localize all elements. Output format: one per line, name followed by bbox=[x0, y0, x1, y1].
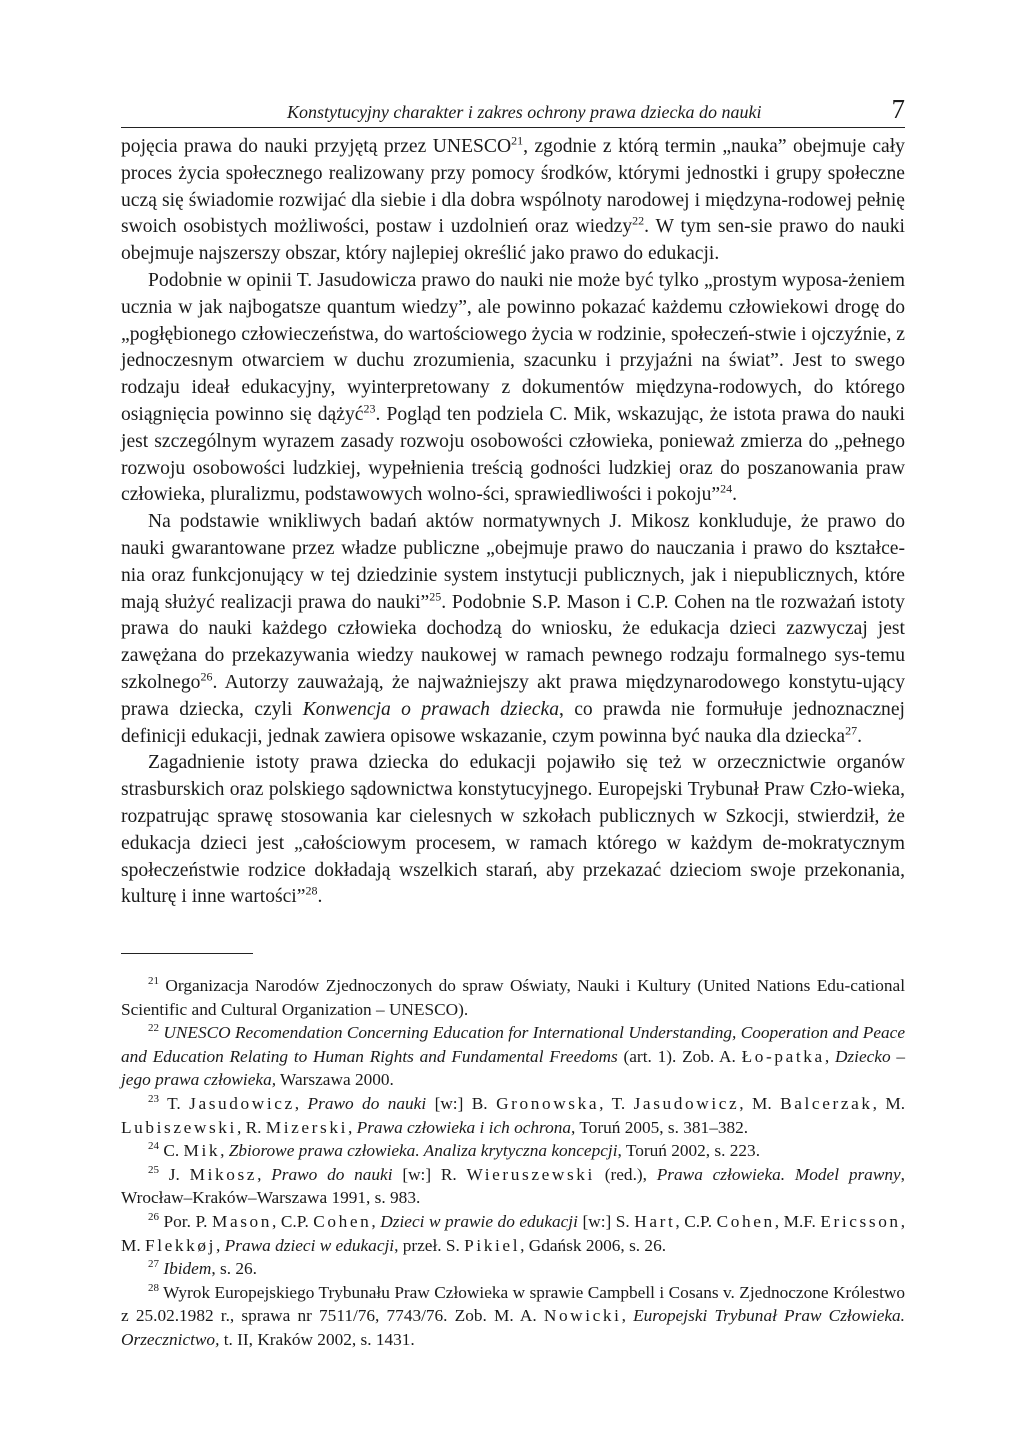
page bbox=[121, 92, 905, 1352]
footnote-27: $^{27}$ Ibidem, s. 26. bbox=[148, 1258, 257, 1279]
footnote-22: $^{22}$ UNESCO Recomendation Concerning Education for International Understanding, Cooperation and Peace and Education Relating to Human Rights and Fundamental Freedoms (art. 1). Zob. A. Ło-patka, Dziecko – jego prawa człowieka, Warszawa 2000. bbox=[121, 1022, 906, 1090]
body-text bbox=[121, 134, 905, 911]
footnotes bbox=[121, 974, 905, 1352]
footnote-24: $^{24}$ C. Mik, Zbiorowe prawa człowieka. Analiza krytyczna koncepcji, Toruń 2002, s. 223. bbox=[148, 1140, 761, 1161]
footnote-21: $^{21}$ Organizacja Narodów Zjednoczonych do spraw Oświaty, Nauki i Kultury (United Nations Edu-cational Scientific and Cultural Organization – UNESCO). bbox=[121, 975, 905, 1019]
running-title: Konstytucyjny charakter i zakres ochrony prawa dziecka do nauki bbox=[286, 102, 762, 122]
footnote-26: $^{26}$ Por. P. Mason, C.P. Cohen, Dzieci w prawie do edukacji [w:] S. Hart, C.P. Cohen, M.F. Ericsson, M. Flekkøj, Prawa dzieci w edukacji, przeł. S. Pikiel, Gdańsk 2006, s. 26. bbox=[121, 1211, 906, 1255]
paragraph: Podobnie w opinii T. Jasudowicza prawo do nauki nie może być tylko „prostym wyposa-żeniem ucznia w jak najbogatsze quantum wiedzy”, ale powinno pokazać każdemu człowiekowi drogę do „pogłębionego człowieczeństwa, do wartościowego życia w rodzinie, społeczeń-stwie i ojczyźnie, z jednoczesnym otwarciem w duchu zrozumienia, szacunku i przyjaźni na świat”. Jest to swego rodzaju ideał edukacyjny, wyinterpretowany z dokumentów międzyna-rodowych, do którego osiągnięcia powinno się dążyć$^{23}$. Pogląd ten podziela C. Mik, wskazując, że istota prawa do nauki jest szczególnym wyrazem zasady rozwoju osobowości człowieka, ponieważ zmierza do „pełnego rozwoju osobowości ludzkiej, wypełnienia treścią godności ludzkiej oraz do poszanowania praw człowieka, pluralizmu, podstawowych wolno-ści, sprawiedliwości i pokoju”$^{24}$. bbox=[121, 269, 905, 506]
paragraph: Zagadnienie istoty prawa dziecka do edukacji pojawiło się też w orzecznictwie organów strasburskich oraz polskiego sądownictwa konstytucyjnego. Europejski Trybunał Praw Czło-wieka, rozpatrując sprawę stosowania kar cielesnych w szkołach publicznych w Szkocji, stwierdził, że edukacja dzieci jest „całościowym procesem, w ramach którego w każdym de-mokratycznym społeczeństwie rodzice dokładają wszelkich starań, aby przekazać dzieciom swoje przekonania, kulturę i inne wartości”$^{28}$. bbox=[121, 752, 905, 908]
footnote-separator bbox=[121, 953, 253, 954]
paragraph: pojęcia prawa do nauki przyjętą przez UNESCO$^{21}$, zgodnie z którą termin „nauka” obejmuje cały proces życia społecznego realizowany przy pomocy środków, którymi jednostki i grupy społeczne uczą się świadomie rozwijać dla siebie i dla dobra wspólnoty narodowej i międzyna-rodowej pełnię swoich osobistych możliwości, postaw i uzdolnień oraz wiedzy$^{22}$. W tym sen-sie prawo do nauki obejmuje najszerszy obszar, który najlepiej określić jako prawo do edukacji. bbox=[121, 133, 905, 265]
footnote-25: $^{25}$ J. Mikosz, Prawo do nauki [w:] R. Wieruszewski (red.), Prawa człowieka. Model prawny, Wrocław–Kraków–Warszawa 1991, s. 983. bbox=[121, 1164, 905, 1208]
paragraph: Na podstawie wnikliwych badań aktów normatywnych J. Mikosz konkluduje, że prawo do nauki gwarantowane przez władze publiczne „obejmuje prawo do nauczania i prawo do kształce-nia oraz funkcjonujący w tej dziedzinie system instytucji publicznych, jak i niepublicznych, które mają służyć realizacji prawa do nauki”$^{25}$. Podobnie S.P. Mason i C.P. Cohen na tle rozważań istoty prawa do nauki każdego człowieka dochodzą do wniosku, że edukacja dzieci zazwyczaj jest zawężana do przekazywania wiedzy naukowej w ramach pewnego rodzaju formalnego sys-temu szkolnego$^{26}$. Autorzy zauważają, że najważniejszy akt prawa międzynarodowego konstytu-ujący prawa dziecka, czyli Konwencja o prawach dziecka, co prawda nie formułuje jednoznacznej definicji edukacji, jednak zawiera opisowe wskazanie, czym powinna być nauka dla dziecka$^{27}$. bbox=[121, 511, 905, 747]
footnote-23: $^{23}$ T. Jasudowicz, Prawo do nauki [w:] B. Gronowska, T. Jasudowicz, M. Balcerzak, M. Lubiszewski, R. Mizerski, Prawa człowieka i ich ochrona, Toruń 2005, s. 381–382. bbox=[121, 1093, 906, 1137]
running-head bbox=[121, 92, 905, 128]
footnote-28: $^{28}$ Wyrok Europejskiego Trybunału Praw Człowieka w sprawie Campbell i Cosans v. Zjednoczone Królestwo z 25.02.1982 r., sprawa nr 7511/76, 7743/76. Zob. M. A. Nowicki, Europejski Trybunał Praw Człowieka. Orzecznictwo, t. II, Kraków 2002, s. 1431. bbox=[121, 1282, 905, 1350]
page-number: 7 bbox=[891, 94, 905, 124]
